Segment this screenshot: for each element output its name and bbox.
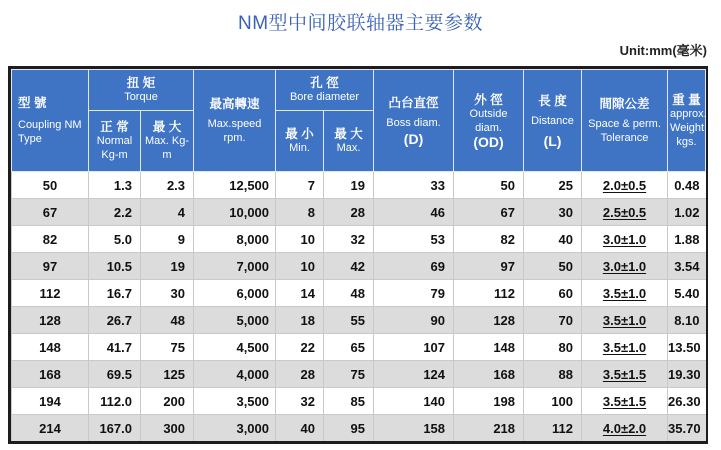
- table-cell: 28: [276, 361, 324, 388]
- table-cell: 18: [276, 307, 324, 334]
- table-cell: 112: [454, 280, 524, 307]
- col-min-cn: 最 小: [285, 127, 314, 141]
- col-max-cn: 最 大: [152, 120, 182, 134]
- col-od-header: [454, 70, 524, 172]
- table-cell: 300: [141, 415, 194, 442]
- table-cell: [582, 334, 668, 361]
- table-cell: 70: [524, 307, 582, 334]
- table-cell: 48: [324, 280, 374, 307]
- table-cell: 97: [12, 253, 89, 280]
- table-cell: 148: [454, 334, 524, 361]
- col-bore-header: [276, 70, 374, 111]
- table-cell: 30: [141, 280, 194, 307]
- table-row: [12, 226, 706, 253]
- table-cell: 7: [276, 172, 324, 199]
- table-cell: 3.54: [668, 253, 706, 280]
- table-cell: 14: [276, 280, 324, 307]
- table-cell: 79: [374, 280, 454, 307]
- table-cell: 28: [324, 199, 374, 226]
- col-bmax-en: Max.: [336, 142, 361, 154]
- table-row: [12, 334, 706, 361]
- table-cell: 10,000: [194, 199, 276, 226]
- table-cell: [582, 253, 668, 280]
- table-cell: 112.0: [89, 388, 141, 415]
- table-cell: 214: [12, 415, 89, 442]
- table-cell: 168: [12, 361, 89, 388]
- col-normal-cn: 正 常: [100, 120, 129, 134]
- col-normal-en: Normal Kg-m: [96, 135, 133, 161]
- col-type-en: Coupling NM Type: [18, 118, 82, 145]
- table-cell: 6,000: [194, 280, 276, 307]
- table-cell: 75: [324, 361, 374, 388]
- table-cell: 55: [324, 307, 374, 334]
- table-cell: 22: [276, 334, 324, 361]
- table-cell: 69: [374, 253, 454, 280]
- table-cell: 80: [524, 334, 582, 361]
- table-cell: 90: [374, 307, 454, 334]
- tolerance-value: 2.5±0.5: [602, 204, 647, 220]
- table-cell: 50: [454, 172, 524, 199]
- table-cell: 95: [324, 415, 374, 442]
- col-speed-header: [194, 70, 276, 172]
- table-row: [12, 280, 706, 307]
- col-bore-min-header: [276, 111, 324, 172]
- col-length-cn: 長 度: [538, 93, 567, 108]
- col-length-header: [524, 70, 582, 172]
- table-cell: 7,000: [194, 253, 276, 280]
- table-cell: 2.2: [89, 199, 141, 226]
- table-cell: 19: [141, 253, 194, 280]
- tolerance-value: 3.0±1.0: [602, 258, 647, 274]
- col-torque-header: [89, 70, 194, 111]
- tolerance-value: 4.0±2.0: [602, 420, 647, 436]
- table-cell: [582, 172, 668, 199]
- col-gap-header: [582, 70, 668, 172]
- tolerance-value: 3.5±1.5: [602, 366, 647, 382]
- table-cell: 67: [454, 199, 524, 226]
- col-torque-max-header: [141, 111, 194, 172]
- table-cell: 125: [141, 361, 194, 388]
- col-od-en: Outside diam.: [469, 107, 508, 134]
- table-cell: 33: [374, 172, 454, 199]
- table-cell: 82: [454, 226, 524, 253]
- col-torque-en: Torque: [124, 91, 158, 103]
- table-cell: 40: [276, 415, 324, 442]
- col-boss-cn: 凸台直徑: [388, 95, 439, 110]
- col-speed-en: Max.speed rpm.: [207, 117, 262, 144]
- col-boss-sym: (D): [403, 130, 424, 147]
- col-bmax-cn: 最 大: [334, 127, 363, 141]
- table-cell: 148: [12, 334, 89, 361]
- table-cell: [582, 226, 668, 253]
- table-cell: 88: [524, 361, 582, 388]
- table-cell: 85: [324, 388, 374, 415]
- table-cell: 67: [12, 199, 89, 226]
- col-max-en: Max. Kg-m: [145, 135, 190, 161]
- table-cell: 19: [324, 172, 374, 199]
- col-length-en: Distance: [531, 114, 574, 127]
- table-cell: 19.30: [668, 361, 706, 388]
- table-cell: 200: [141, 388, 194, 415]
- table-row: [12, 172, 706, 199]
- tolerance-value: 3.5±1.0: [602, 339, 647, 355]
- table-cell: 128: [454, 307, 524, 334]
- table-row: [12, 415, 706, 442]
- table-cell: 26.30: [668, 388, 706, 415]
- table-cell: 168: [454, 361, 524, 388]
- table-cell: 26.7: [89, 307, 141, 334]
- table-cell: 1.02: [668, 199, 706, 226]
- unit-label: Unit:mm(毫米): [619, 43, 707, 58]
- table-cell: 50: [524, 253, 582, 280]
- table-cell: 48: [141, 307, 194, 334]
- table-cell: 100: [524, 388, 582, 415]
- table-cell: 4,000: [194, 361, 276, 388]
- col-gap-en: Space & perm. Tolerance: [588, 117, 661, 144]
- table-cell: 8: [276, 199, 324, 226]
- col-weight-header: [668, 70, 706, 172]
- table-cell: 8.10: [668, 307, 706, 334]
- col-boss-header: [374, 70, 454, 172]
- table-row: [12, 361, 706, 388]
- table-body: [12, 172, 706, 442]
- table-cell: 46: [374, 199, 454, 226]
- table-cell: 167.0: [89, 415, 141, 442]
- col-bore-max-header: [324, 111, 374, 172]
- col-boss-en: Boss diam.: [386, 116, 441, 129]
- col-type-header: [12, 70, 89, 172]
- table-cell: 124: [374, 361, 454, 388]
- table-cell: 107: [374, 334, 454, 361]
- table-cell: 75: [141, 334, 194, 361]
- tolerance-value: 3.0±1.0: [602, 231, 647, 247]
- col-weight-en: approx. Weight kgs.: [670, 107, 707, 148]
- table-cell: 97: [454, 253, 524, 280]
- table-cell: [582, 415, 668, 442]
- table-cell: 41.7: [89, 334, 141, 361]
- table-cell: 112: [524, 415, 582, 442]
- table-cell: 1.3: [89, 172, 141, 199]
- table-cell: 32: [276, 388, 324, 415]
- col-length-sym: (L): [543, 132, 562, 149]
- table-cell: 50: [12, 172, 89, 199]
- table-cell: 10: [276, 253, 324, 280]
- table-cell: 9: [141, 226, 194, 253]
- table-cell: 4,500: [194, 334, 276, 361]
- col-bore-en: Bore diameter: [289, 91, 360, 103]
- table-header: [12, 70, 706, 172]
- col-od-sym: (OD): [473, 133, 504, 150]
- table-cell: 16.7: [89, 280, 141, 307]
- table-cell: 140: [374, 388, 454, 415]
- table-cell: 128: [12, 307, 89, 334]
- table-cell: 3,500: [194, 388, 276, 415]
- col-torque-normal-header: [89, 111, 141, 172]
- table-row: [12, 199, 706, 226]
- table-row: [12, 307, 706, 334]
- table-cell: [582, 388, 668, 415]
- table-cell: 30: [524, 199, 582, 226]
- table-cell: 65: [324, 334, 374, 361]
- table-cell: [582, 307, 668, 334]
- table-cell: 4: [141, 199, 194, 226]
- col-weight-cn: 重 量: [672, 92, 701, 107]
- table-cell: 218: [454, 415, 524, 442]
- table-cell: [582, 199, 668, 226]
- page-title: NM型中间胶联轴器主要参数: [237, 13, 484, 34]
- table-cell: 35.70: [668, 415, 706, 442]
- table-cell: 53: [374, 226, 454, 253]
- table-cell: 5.0: [89, 226, 141, 253]
- col-min-en: Min.: [289, 142, 310, 154]
- table-cell: 158: [374, 415, 454, 442]
- table-cell: 0.48: [668, 172, 706, 199]
- tolerance-value: 3.5±1.0: [602, 285, 647, 301]
- table-cell: 1.88: [668, 226, 706, 253]
- table-cell: 8,000: [194, 226, 276, 253]
- col-torque-cn: 扭 矩: [126, 76, 156, 90]
- table-cell: 82: [12, 226, 89, 253]
- table-cell: 3,000: [194, 415, 276, 442]
- col-od-cn: 外 徑: [474, 92, 503, 107]
- table-cell: 2.3: [141, 172, 194, 199]
- col-speed-cn: 最高轉速: [209, 96, 260, 111]
- table-cell: 5.40: [668, 280, 706, 307]
- spec-table-frame: [8, 66, 708, 444]
- table-cell: 10: [276, 226, 324, 253]
- table-row: [12, 253, 706, 280]
- table-cell: 198: [454, 388, 524, 415]
- table-cell: [582, 361, 668, 388]
- table-cell: [582, 280, 668, 307]
- tolerance-value: 3.5±1.5: [602, 393, 647, 409]
- table-cell: 13.50: [668, 334, 706, 361]
- col-bore-cn: 孔 徑: [310, 76, 339, 90]
- col-gap-cn: 間隙公差: [599, 96, 650, 111]
- col-type-cn: 型 號: [18, 95, 47, 110]
- table-cell: 194: [12, 388, 89, 415]
- table-cell: 112: [12, 280, 89, 307]
- table-cell: 40: [524, 226, 582, 253]
- spec-table: [11, 69, 706, 441]
- table-cell: 60: [524, 280, 582, 307]
- table-cell: 32: [324, 226, 374, 253]
- table-cell: 25: [524, 172, 582, 199]
- table-cell: 69.5: [89, 361, 141, 388]
- table-cell: 5,000: [194, 307, 276, 334]
- table-cell: 42: [324, 253, 374, 280]
- table-cell: 10.5: [89, 253, 141, 280]
- tolerance-value: 2.0±0.5: [602, 177, 647, 193]
- table-cell: 12,500: [194, 172, 276, 199]
- tolerance-value: 3.5±1.0: [602, 312, 647, 328]
- table-row: [12, 388, 706, 415]
